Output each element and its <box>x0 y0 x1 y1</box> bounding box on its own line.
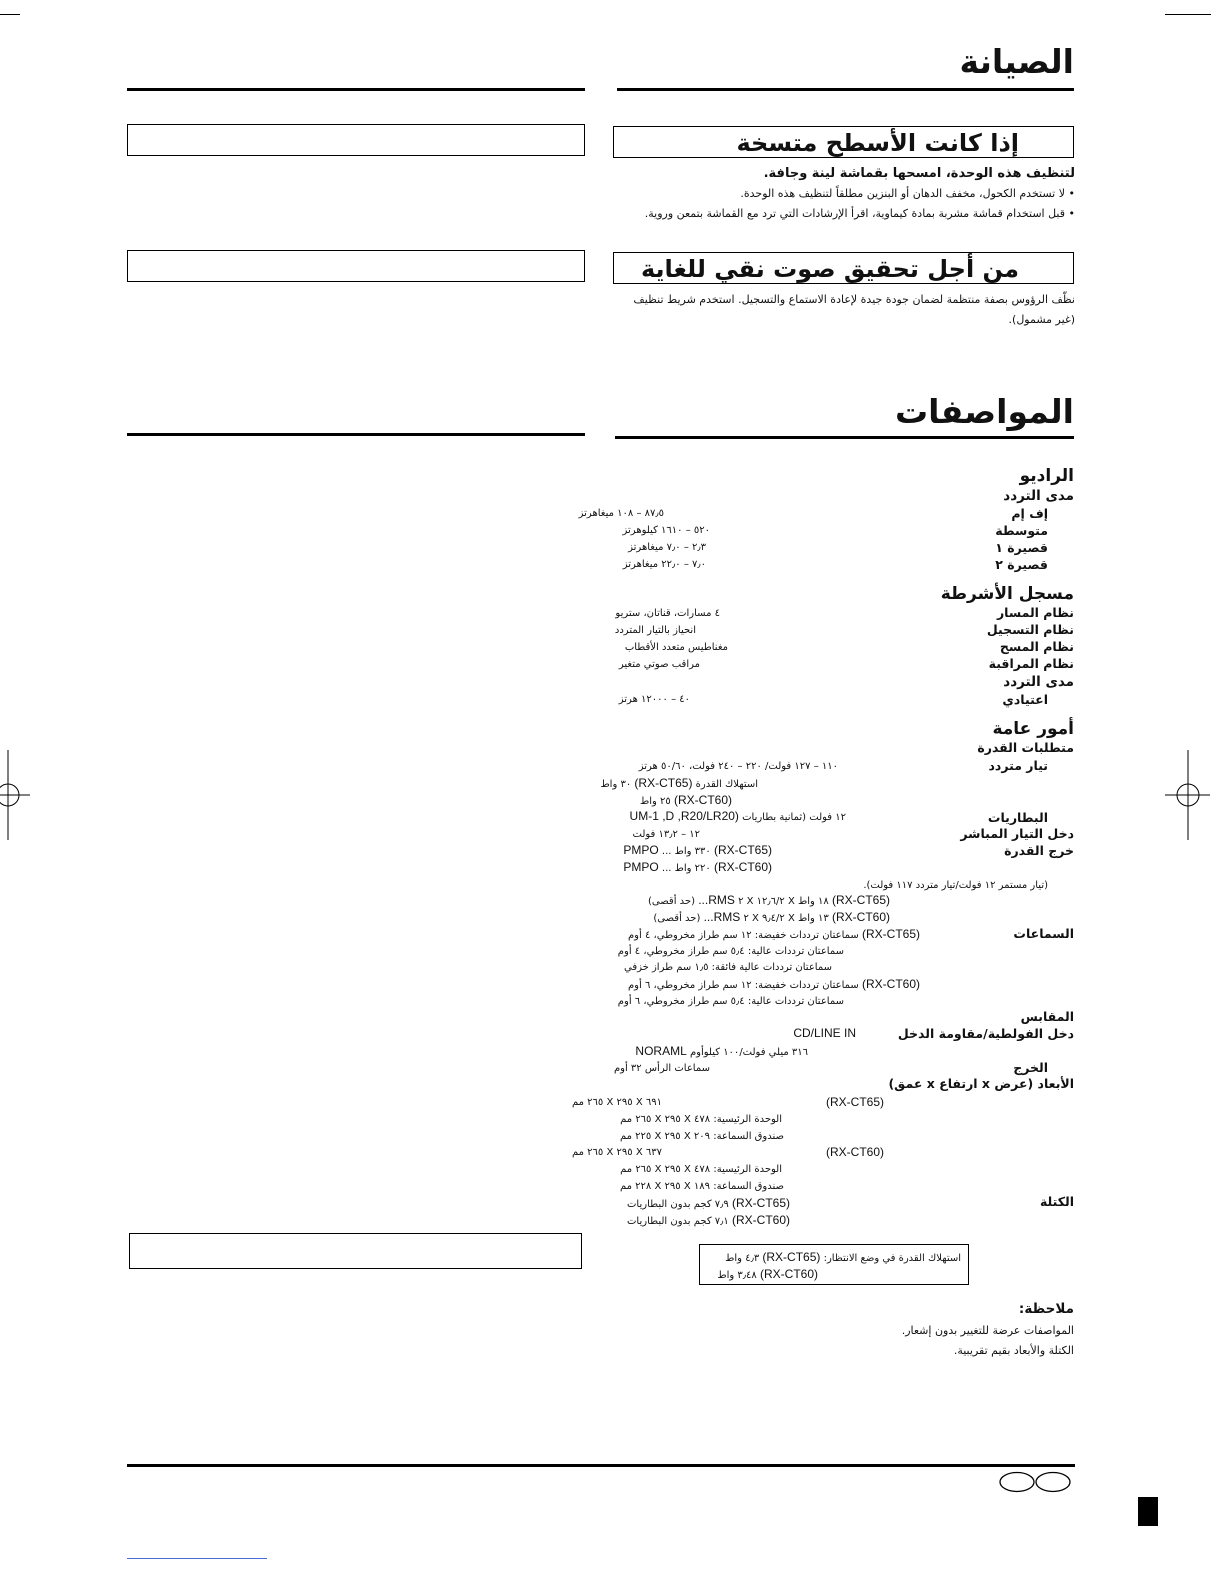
spec-value: ٧٫٠ – ٢٢٫٠ ميغاهرتز <box>622 559 706 570</box>
spec-value: مراقب صوتي متغير <box>618 659 700 670</box>
footer-divider <box>127 1464 1075 1467</box>
spec-label: المقابس <box>1020 1009 1074 1024</box>
spec-value <box>630 809 846 823</box>
spec-value <box>628 927 920 941</box>
spec-value: صندوق السماعة: ٢٠٩ X ٢٩٥ X ٢٢٥ مم <box>619 1131 784 1142</box>
divider <box>127 88 585 91</box>
spec-value: ١٢ – ١٣٫٢ فولت <box>632 829 700 840</box>
empty-heading-box <box>127 124 585 156</box>
spec-value: ٨٧٫٥ – ١٠٨ ميغاهرتز <box>578 508 664 519</box>
spec-value: سماعتان ترددات عالية: ٥٫٤ سم طراز مخروطي، ٤ أوم <box>617 946 844 957</box>
side-tab-marker <box>1138 1497 1158 1526</box>
spec-value: انحياز بالتيار المتردد <box>614 625 696 636</box>
spec-value: سماعات الرأس ٣٢ أوم <box>613 1063 710 1074</box>
spec-text: سماعتان ترددات خفيضة: ١٢ سم طراز مخروطي، ٤ أوم <box>627 930 859 941</box>
spec-label: البطاريات <box>987 810 1048 825</box>
divider <box>617 88 1074 91</box>
model-code: (RX-CT65) <box>713 843 772 857</box>
model-code: (RX-CT65) <box>831 893 890 907</box>
spec-value <box>635 1044 808 1058</box>
spec-value: ٥٢٠ – ١٦١٠ كيلوهرتز <box>622 525 710 536</box>
spec-value <box>627 1196 790 1210</box>
spec-text: ١٨ واط X ١٢٫٦/٢ X ٢ <box>738 896 829 907</box>
spec-label: الكتلة <box>1039 1194 1074 1209</box>
spec-latin: NORAML <box>635 1044 687 1058</box>
dirty-lead: لتنظيف هذه الوحدة، امسحها بقماشة لينة وجافة. <box>763 166 1075 181</box>
spec-value <box>623 860 772 874</box>
spec-value: سماعتان ترددات عالية: ٥٫٤ سم طراز مخروطي، ٦ أوم <box>617 996 844 1007</box>
spec-value: ١١٠ – ١٢٧ فولت/ ٢٢٠ – ٢٤٠ فولت، ٥٠/٦٠ هرتز <box>638 761 838 772</box>
spec-label: مدى التردد <box>1003 674 1074 690</box>
spec-text: (حد أقصى) <box>648 896 695 907</box>
spec-value: ٤٠ – ١٢٠٠٠ هرتز <box>618 694 690 705</box>
section-heading-box <box>613 252 1074 284</box>
spec-text: ٣٫٤٨ واط <box>717 1270 757 1281</box>
spec-label: دخل التيار المباشر <box>960 826 1074 841</box>
empty-heading-box <box>127 250 585 282</box>
dirty-bullet-2: • قبل استخدام قماشة مشربة بمادة كيماوية، اقرأ الإرشادات التي ترد مع القماشة بتمعن وروية. <box>644 207 1075 220</box>
section-title-clean: من أجل تحقيق صوت نقي للغاية <box>640 255 1019 283</box>
spec-value <box>627 1213 790 1227</box>
model-code: (RX-CT65) <box>762 1250 821 1264</box>
spec-value <box>725 1250 961 1264</box>
empty-box <box>129 1233 582 1269</box>
spec-label: السماعات <box>1013 926 1074 941</box>
spec-value: الوحدة الرئيسية: ٤٧٨ X ٢٩٥ X ٢٦٥ مم <box>620 1164 782 1175</box>
spec-heading-radio: الراديو <box>1019 466 1074 486</box>
spec-label: اعتيادي <box>1002 692 1048 707</box>
model-code: (RX-CT65) <box>861 927 920 941</box>
spec-text: ٣٠ واط <box>600 779 632 790</box>
spec-text: سماعتان ترددات خفيضة: ١٢ سم طراز مخروطي، ٦ أوم <box>627 980 859 991</box>
spec-value: ٤ مسارات، قناتان، ستريو <box>615 608 720 619</box>
spec-text: ٣١٦ ميلي فولت/١٠٠ كيلوأوم <box>689 1047 808 1058</box>
spec-label: إف إم <box>1011 506 1048 521</box>
registration-mark-right <box>1160 750 1210 840</box>
spec-value: (تيار مستمر ١٢ فولت/تيار متردد ١١٧ فولت). <box>863 880 1048 891</box>
model-code: (RX-CT60) <box>673 793 732 807</box>
spec-heading-general: أمور عامة <box>992 719 1074 739</box>
model-code: (RX-CT60) <box>825 1145 884 1159</box>
model-code: (RX-CT60) <box>731 1213 790 1227</box>
divider <box>127 433 585 436</box>
spec-label: نظام المسار <box>996 605 1074 620</box>
spec-text: ١٢ فولت (ثمانية بطاريات <box>742 812 846 823</box>
spec-latin: CD/LINE IN <box>793 1026 856 1040</box>
spec-value <box>623 843 772 857</box>
model-code: (RX-CT60) <box>831 910 890 924</box>
model-code: (RX-CT60) <box>713 860 772 874</box>
spec-latin: PMPO <box>623 860 659 874</box>
spec-label: الأبعاد (عرض x ارتفاع x عمق) <box>888 1076 1074 1091</box>
note-title: ملاحظة: <box>1018 1301 1074 1317</box>
spec-text: ٤٫٣ واط <box>725 1253 760 1264</box>
spec-label: قصيرة ٢ <box>995 557 1048 572</box>
spec-value <box>600 776 758 790</box>
spec-latin: RMS... <box>703 910 741 924</box>
clean-paragraph: نظّف الرؤوس بصفة منتظمة لضمان جودة جيدة لإعادة الاستماع والتسجيل. استخدم شريط تنظيف (غير مشمول). <box>633 293 1075 326</box>
section-title-dirty: إذا كانت الأسطح متسخة <box>736 129 1019 157</box>
spec-label: متوسطة <box>995 523 1048 538</box>
standby-box <box>699 1244 969 1285</box>
spec-value: سماعتان ترددات عالية فائقة: ١٫٥ سم طراز خزفي <box>623 962 832 973</box>
spec-text: ٢٢٠ واط ... <box>661 863 711 874</box>
spec-label: نظام التسجيل <box>986 622 1074 637</box>
model-code: (RX-CT60) <box>759 1267 818 1281</box>
spec-value: ٦٣٧ X ٢٩٥ X ٢٦٥ مم <box>571 1147 662 1158</box>
spec-label: تيار متردد <box>988 758 1048 773</box>
model-code: (RX-CT65) <box>825 1095 884 1109</box>
spec-label: خرج القدرة <box>1004 843 1074 858</box>
spec-text: ٧٫١ كجم بدون البطاريات <box>627 1216 729 1227</box>
spec-label: نظام المراقبة <box>988 656 1074 671</box>
page-title-maintenance: الصيانة <box>959 42 1074 81</box>
spec-text: ١٣ واط X ٩٫٤/٢ X ٢ <box>743 913 829 924</box>
note-line: المواصفات عرضة للتغيير بدون إشعار. <box>901 1324 1074 1337</box>
divider <box>615 436 1074 439</box>
bottom-link-line <box>127 1558 267 1559</box>
spec-value: صندوق السماعة: ١٨٩ X ٢٩٥ X ٢٢٨ مم <box>619 1181 784 1192</box>
spec-text: (حد أقصى) <box>653 913 701 924</box>
spec-value <box>648 893 890 907</box>
crop-mark <box>1165 14 1211 15</box>
section-heading-box <box>613 126 1074 158</box>
spec-heading-tape: مسجل الأشرطة <box>940 584 1074 604</box>
spec-label: متطلبات القدرة <box>977 740 1074 755</box>
registration-mark-left <box>0 750 30 840</box>
page-number-ovals <box>998 1471 1074 1493</box>
model-code: (RX-CT65) <box>634 776 693 790</box>
spec-value: الوحدة الرئيسية: ٤٧٨ X ٢٩٥ X ٢٦٥ مم <box>620 1114 782 1125</box>
model-code: (RX-CT65) <box>731 1196 790 1210</box>
spec-label: الخرج <box>1013 1060 1048 1075</box>
spec-text: ٧٫٩ كجم بدون البطاريات <box>627 1199 729 1210</box>
spec-text: ٢٥ واط <box>640 796 671 807</box>
spec-label: نظام المسح <box>999 639 1074 654</box>
spec-value <box>640 793 732 807</box>
spec-latin: PMPO <box>623 843 659 857</box>
page-title-specs: المواصفات <box>894 392 1074 431</box>
model-code: (RX-CT60) <box>861 977 920 991</box>
spec-text: استهلاك القدرة <box>695 779 758 790</box>
spec-value: ٦٩١ X ٢٩٥ X ٢٦٥ مم <box>571 1097 662 1108</box>
note-line: الكتلة والأبعاد بقيم تقريبية. <box>953 1344 1074 1357</box>
spec-text: استهلاك القدرة في وضع الانتظار: <box>823 1253 961 1264</box>
spec-label: قصيرة ١ <box>995 540 1048 555</box>
dirty-bullet-1: • لا تستخدم الكحول، مخفف الدهان أو البنزين مطلقاً لتنظيف هذه الوحدة. <box>740 187 1075 200</box>
spec-value: مغناطيس متعدد الأقطاب <box>624 642 728 653</box>
spec-label: دخل الفولطية/مقاومة الدخل <box>897 1026 1074 1041</box>
spec-value <box>628 977 920 991</box>
spec-text: ٣٣٠ واط ... <box>661 846 711 857</box>
crop-mark <box>0 14 20 15</box>
spec-label: مدى التردد <box>1003 488 1074 504</box>
dirty-paragraph <box>615 164 1075 224</box>
spec-value: ٢٫٣ – ٧٫٠ ميغاهرتز <box>628 542 706 553</box>
spec-latin: RMS... <box>698 893 735 907</box>
spec-value <box>653 910 890 924</box>
spec-value <box>717 1267 818 1281</box>
spec-latin: (UM-1 ,D ,R20/LR20 <box>629 809 739 823</box>
